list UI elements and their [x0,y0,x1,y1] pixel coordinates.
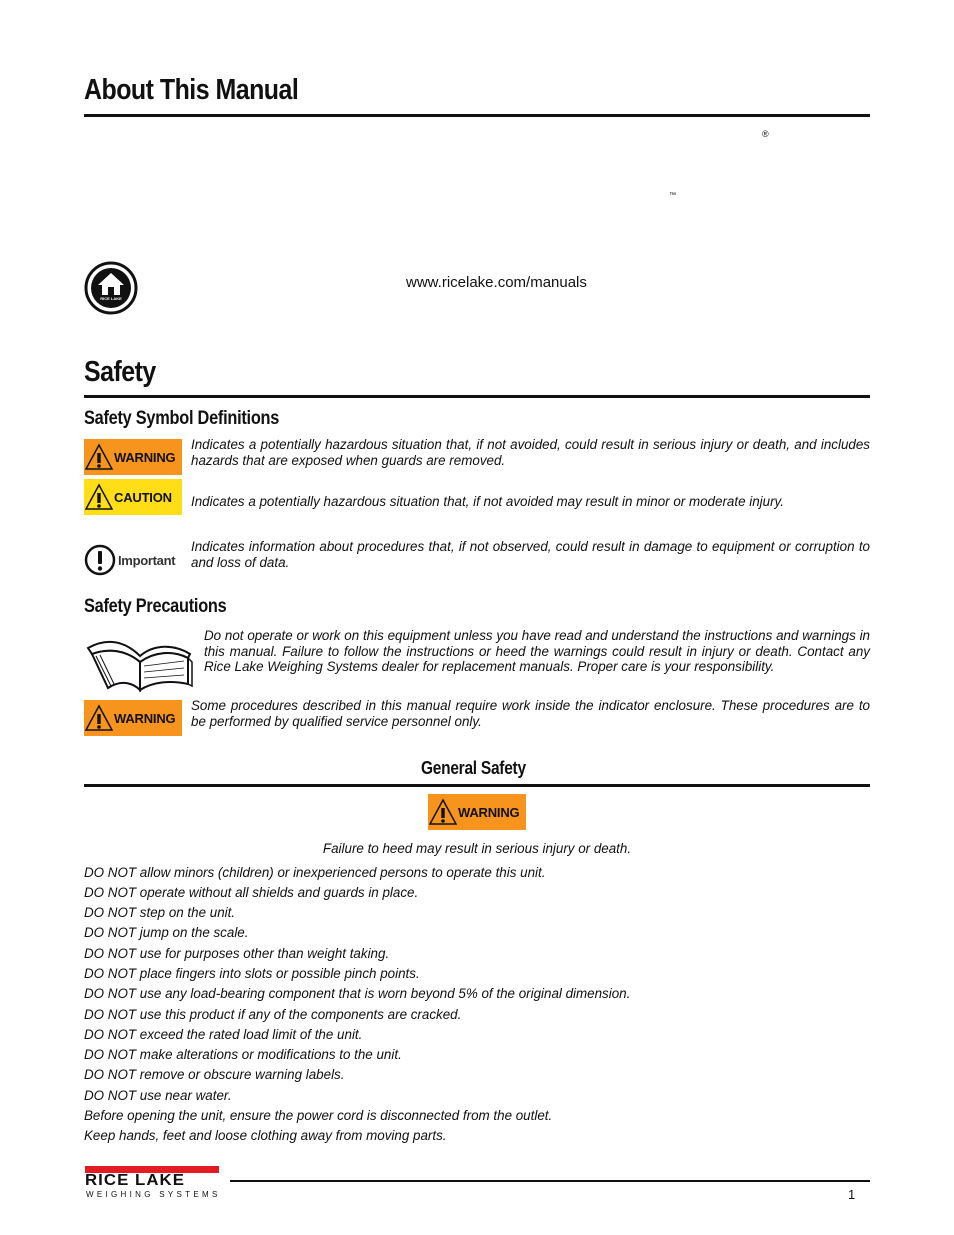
page-title-safety: Safety [84,356,156,388]
open-book-icon [84,628,196,692]
general-safety-rule [84,784,870,787]
caution-definition-text: Indicates a potentially hazardous situation that, if not avoided may result in minor or moderate injury. [191,494,784,509]
important-exclamation-icon [84,544,116,576]
list-item: DO NOT remove or obscure warning labels. [84,1067,345,1082]
list-item: DO NOT make alterations or modifications to the unit. [84,1047,402,1062]
warning-definition-text: Indicates a potentially hazardous situation that, if not avoided, could result in serious injury or death, and includes hazards that are exposed when guards are removed. [191,437,870,468]
important-definition-text: Indicates information about procedures that, if not observed, could result in damage to equipment or corruption to and loss of data. [191,539,870,570]
page-title-about: About This Manual [84,74,299,106]
caution-label [84,479,182,515]
list-item: DO NOT step on the unit. [84,905,236,920]
list-item: DO NOT use near water. [84,1088,232,1103]
warning-triangle-icon [428,797,458,827]
precaution-manual-text: Do not operate or work on this equipment unless you have read and understand the instructions and warnings in this manual. Failure to follow the instructions or heed the warnings could result in injury or death. Contact any Rice Lake Weighing Systems dealer for replacement manuals. Proper care is your responsibility. [204,628,870,674]
list-item: DO NOT exceed the rated load limit of the unit. [84,1027,363,1042]
list-item: DO NOT operate without all shields and guards in place. [84,885,419,900]
general-warning-text: Failure to heed may result in serious injury or death. [322,841,632,856]
home-icon-label: RICE LAKE [100,296,122,301]
logo-sub-text: WEIGHING SYSTEMS [86,1190,221,1199]
precaution-warning-label-text: WARNING [114,710,176,726]
list-item: DO NOT use for purposes other than weight taking. [84,946,390,961]
list-item: DO NOT allow minors (children) or inexperienced persons to operate this unit. [84,865,546,880]
list-item: DO NOT jump on the scale. [84,925,249,940]
list-item: DO NOT use this product if any of the components are cracked. [84,1007,462,1022]
list-item: DO NOT use any load-bearing component that is worn beyond 5% of the original dimension. [84,986,631,1001]
manuals-url-link[interactable]: www.ricelake.com/manuals [406,274,587,291]
warning-triangle-icon [84,703,114,733]
title-rule [84,114,870,117]
caution-triangle-icon [84,482,114,512]
safety-rule [84,395,870,398]
registered-mark: ® [762,129,769,139]
list-item: DO NOT place fingers into slots or possible pinch points. [84,966,420,981]
rice-lake-logo [85,1166,221,1200]
logo-main-text: RICE LAKE [85,1172,185,1189]
important-label-text: Important [118,552,176,568]
precaution-warning-label [84,700,182,736]
list-item: Keep hands, feet and loose clothing away from moving parts. [84,1128,447,1143]
general-warning-label [428,794,526,830]
footer-rule [230,1180,870,1182]
general-warning-label-text: WARNING [458,804,520,820]
safety-precautions-heading: Safety Precautions [84,596,227,617]
safety-definitions-heading: Safety Symbol Definitions [84,408,280,429]
warning-triangle-icon [84,442,114,472]
page-number: 1 [848,1187,856,1202]
warning-label [84,439,182,475]
important-label [84,544,184,576]
trademark-mark: ™ [669,192,676,199]
caution-label-text: CAUTION [114,489,172,505]
general-safety-heading: General Safety [421,758,526,778]
precaution-warning-text: Some procedures described in this manual require work inside the indicator enclosure. These procedures are to be performed by qualified service personnel only. [191,698,870,729]
manuals-home-icon [82,261,140,315]
list-item: Before opening the unit, ensure the power cord is disconnected from the outlet. [84,1108,553,1123]
warning-label-text: WARNING [114,449,176,465]
